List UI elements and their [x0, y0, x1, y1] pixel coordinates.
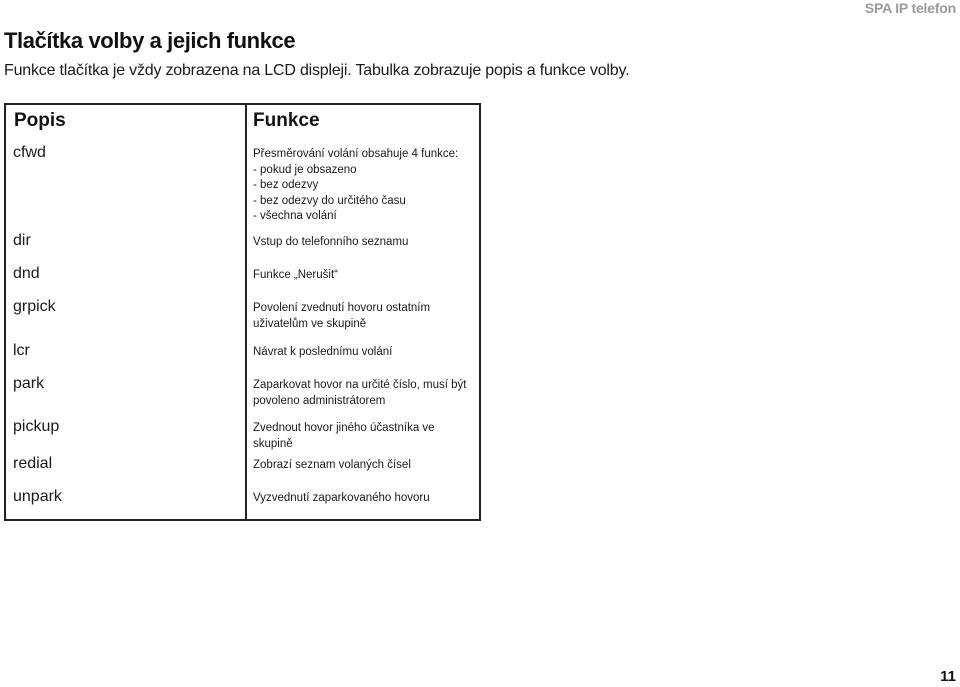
brand-header: SPA IP telefon [864, 0, 956, 16]
row-description: unpark [5, 485, 246, 520]
row-description: pickup [5, 415, 246, 452]
table-row [5, 295, 480, 339]
row-function: Zvednout hovor jiného účastníka ve skupině [253, 422, 435, 450]
row-function: Vstup do telefonního seznamu [253, 236, 409, 248]
row-function: Povolení zvednutí hovoru ostatním uživatelům ve skupině [253, 302, 431, 330]
row-description: lcr [5, 339, 246, 372]
softkey-function-table [4, 103, 481, 521]
column-header-description: Popis [5, 104, 246, 141]
row-description: cfwd [5, 141, 246, 229]
table-row [5, 141, 480, 229]
table-row [5, 452, 480, 485]
row-function: Zaparkovat hovor na určité číslo, musí být povoleno administrátorem [253, 379, 467, 407]
row-function: Vyzvednutí zaparkovaného hovoru [253, 492, 430, 504]
row-description: dir [5, 229, 246, 262]
row-function: Přesměrování volání obsahuje 4 funkce: - pokud je obsazeno - bez odezvy - bez odezvy do určitého času - všechna volání [253, 148, 459, 222]
table-row [5, 485, 480, 520]
table-row [5, 229, 480, 262]
table-row [5, 415, 480, 452]
page-subtitle: Funkce tlačítka je vždy zobrazena na LCD displeji. Tabulka zobrazuje popis a funkce volby. [4, 62, 630, 79]
row-description: grpick [5, 295, 246, 339]
table-row [5, 262, 480, 295]
page-title: Tlačítka volby a jejich funkce [4, 28, 296, 53]
table-row [5, 339, 480, 372]
row-description: dnd [5, 262, 246, 295]
row-function: Návrat k poslednímu volání [253, 346, 393, 358]
table-row [5, 372, 480, 415]
table-header-row [5, 104, 480, 141]
row-description: park [5, 372, 246, 415]
row-function: Zobrazí seznam volaných čísel [253, 459, 411, 471]
column-header-function: Funkce [253, 110, 320, 131]
row-description: redial [5, 452, 246, 485]
page-number: 11 [940, 668, 956, 685]
row-function: Funkce „Nerušit“ [253, 269, 338, 281]
